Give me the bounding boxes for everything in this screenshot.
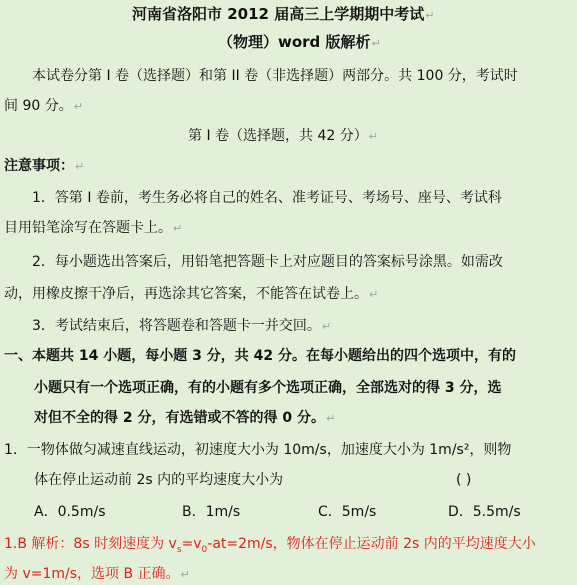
notice-heading: 注意事项：↵ (4, 158, 85, 174)
analysis-line-1: 1.B 解析：8s 时刻速度为 $v_s=v_0-at=2m/s$，物体在停止运动前 2s 内的平均速度大小 (4, 536, 536, 555)
option-b: B．1m/s (182, 504, 241, 520)
question-stem-line-2: 体在停止运动前 2s 内的平均速度大小为 (34, 472, 284, 488)
option-a: A．0.5m/s (34, 504, 106, 520)
part-one-line-3: 对但不全的得 2 分，有选错或不答的得 0 分。↵ (34, 410, 336, 426)
page-subtitle: （物理）word 版解析↵ (218, 33, 381, 51)
notice-2-line-2: 动，用橡皮擦干净后，再选涂其它答案，不能答在试卷上。↵ (4, 286, 379, 302)
intro-line-1: 本试卷分第 I 卷（选择题）和第 II 卷（非选择题）两部分。共 100 分，考试时 (32, 68, 518, 84)
notice-1-line-1: 1．答第 I 卷前，考生务必将自己的姓名、准考证号、考场号、座号、考试科 (32, 190, 502, 206)
notice-2-line-1: 2．每小题选出答案后，用铅笔把答题卡上对应题目的答案标号涂黑。如需改 (32, 254, 503, 270)
analysis-line-2: 为 v=1m/s，选项 B 正确。↵ (4, 566, 190, 582)
option-d: D．5.5m/s (448, 504, 521, 520)
intro-line-2: 间 90 分。↵ (4, 98, 83, 114)
notice-3: 3．考试结束后，将答题卷和答题卡一并交回。↵ (32, 318, 332, 334)
answer-blank: ( ) (456, 472, 472, 488)
question-stem-line-1: 1．一物体做匀减速直线运动，初速度大小为 10m/s，加速度大小为 1m/s²，则物 (4, 442, 512, 458)
part-one-line-1: 一、本题共 14 小题，每小题 3 分，共 42 分。在每小题给出的四个选项中，有的 (4, 348, 516, 364)
option-c: C．5m/s (318, 504, 377, 520)
part-one-line-2: 小题只有一个选项正确，有的小题有多个选项正确，全部选对的得 3 分，选 (34, 380, 502, 396)
notice-1-line-2: 目用铅笔涂写在答题卡上。↵ (4, 220, 183, 236)
section-heading: 第 I 卷（选择题，共 42 分）↵ (188, 128, 378, 144)
page-title: 河南省洛阳市 2012 届高三上学期期中考试↵ (132, 5, 435, 23)
